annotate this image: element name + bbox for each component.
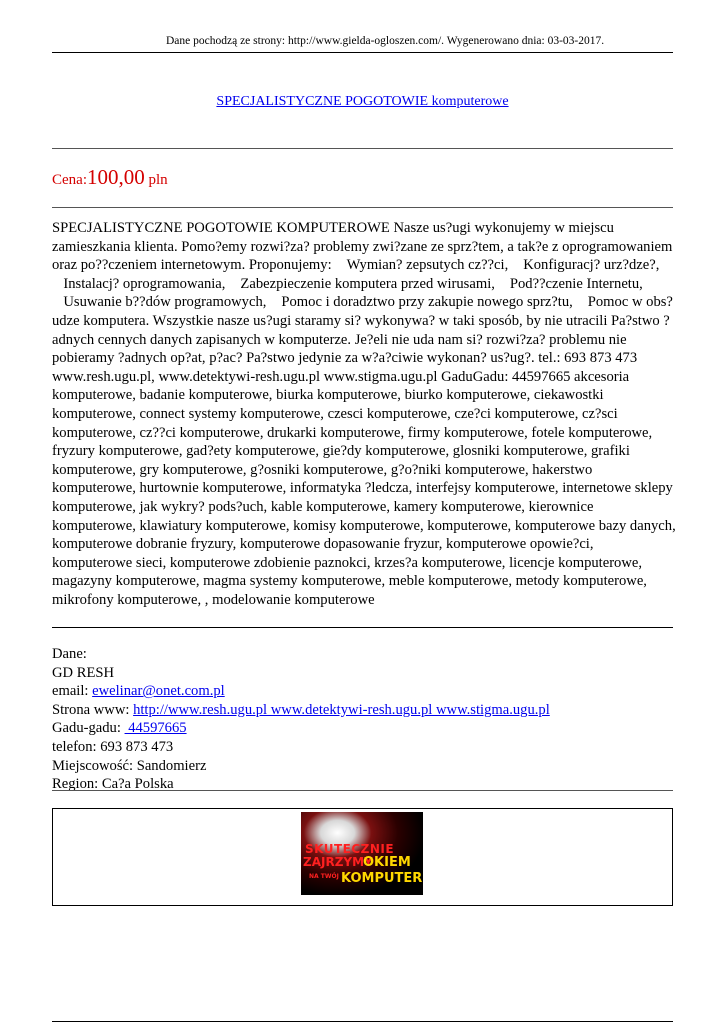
contact-region: Region: Ca?a Polska	[52, 776, 174, 793]
contact-heading: Dane:	[52, 646, 87, 662]
price-divider	[52, 207, 673, 208]
listing-title-link[interactable]: SPECJALISTYCZNE POGOTOWIE komputerowe	[216, 94, 509, 109]
logo-text-2: ZAJRZYMY	[303, 855, 373, 869]
email-label: email:	[52, 683, 93, 700]
footer-divider	[52, 1021, 673, 1022]
price	[52, 165, 168, 190]
www-link[interactable]: http://www.resh.ugu.pl www.detektywi-resh.ugu.pl www.stigma.ugu.pl	[133, 701, 550, 718]
www-label: Strona www:	[52, 701, 134, 718]
description-divider	[52, 627, 673, 628]
email-link[interactable]: ewelinar@onet.com.pl	[92, 683, 225, 700]
price-value: 100,00	[87, 165, 145, 189]
contact-section	[52, 645, 673, 794]
logo-text-5: KOMPUTER	[341, 871, 423, 886]
contact-name: GD RESH	[52, 664, 115, 681]
title-divider	[52, 148, 673, 149]
contact-www-row	[52, 701, 673, 720]
contact-city: Miejscowość: Sandomierz	[52, 757, 207, 774]
gadu-link[interactable]: 44597665	[124, 720, 187, 737]
contact-email-row	[52, 682, 673, 701]
contact-gadu-row	[52, 719, 673, 738]
contact-divider	[52, 790, 673, 791]
header-divider	[52, 52, 673, 53]
logo-text-4: NA TWÓJ	[309, 873, 339, 880]
logo-text-3: OKIEM	[363, 855, 411, 870]
contact-phone: telefon: 693 873 473	[52, 738, 174, 755]
price-label: Cena:	[52, 172, 87, 188]
page-source-header: Dane pochodzą ze strony: http://www.gielda-ogloszen.com/. Wygenerowano dnia: 03-03-2017.	[166, 35, 605, 47]
logo-text-1: SKUTECZNIE	[305, 842, 395, 856]
service-logo-image	[301, 812, 423, 895]
image-frame	[52, 808, 673, 906]
gadu-label: Gadu-gadu:	[52, 720, 125, 737]
listing-description: SPECJALISTYCZNE POGOTOWIE KOMPUTEROWE Nasze us?ugi wykonujemy w miejscu zamieszkania klienta. Pomo?emy rozwi?za? problemy zwi?zane ze sprz?tem, a tak?e z oprogramowaniem oraz po??czeniem internetowym. Proponujemy: Wymian? zepsutych cz??ci, Konfiguracj? urz?dze?, Instalacj? oprogramowania, Zabezpieczenie komputera przed wirusami, Pod??czenie Internetu, Usuwanie b??dów programowych, Pomoc i doradztwo przy zakupie nowego sprz?tu, Pomoc w obs?udze komputera. Wszystkie nasze us?ugi staramy si? wykonywa? w taki sposób, by nie utracili Pa?stwo ?adnych cennych danych zapisanych w komputerze. Je?eli nie uda nam si? rozwi?za? problemu nie pobieramy ?adnych op?at, p?ac? Pa?stwo jedynie za w?a?ciwie wykonan? us?ug?. tel.: 693 873 473 www.resh.ugu.pl, www.detektywi-resh.ugu.pl www.stigma.ugu.pl GaduGadu: 44597665 akcesoria komputerowe, badanie komputerowe, biurka komputerowe, biurko komputerowe, ciekawostki komputerowe, connect systemy komputerowe, czesci komputerowe, cze?ci komputerowe, cz?sci komputerowe, cz??ci komputerowe, drukarki komputerowe, firmy komputerowe, fotele komputerowe, fryzury komputerowe, gad?ety komputerowe, gie?dy komputerowe, glosniki komputerowe, grafiki komputerowe, gry komputerowe, g?osniki komputerowe, g?o?niki komputerowe, hakerstwo komputerowe, hurtownie komputerowe, informatyka ?ledcza, interfejsy komputerowe, internetowe sklepy komputerowe, jak wykry? pods?uch, kable komputerowe, kamery komputerowe, kierownice komputerowe, klawiatury komputerowe, komisy komputerowe, komputerowe, komputerowe bazy danych, komputerowe dobranie fryzury, komputerowe dopasowanie fryzur, komputerowe opowie?ci, komputerowe sieci, komputerowe zdobienie paznokci, krzes?a komputerowe, licencje komputerowe, magazyny komputerowe, magma systemy komputerowe, meble komputerowe, metody komputerowe, mikrofony komputerowe, , modelowanie komputerowe	[52, 220, 675, 590]
price-currency: pln	[148, 172, 168, 188]
